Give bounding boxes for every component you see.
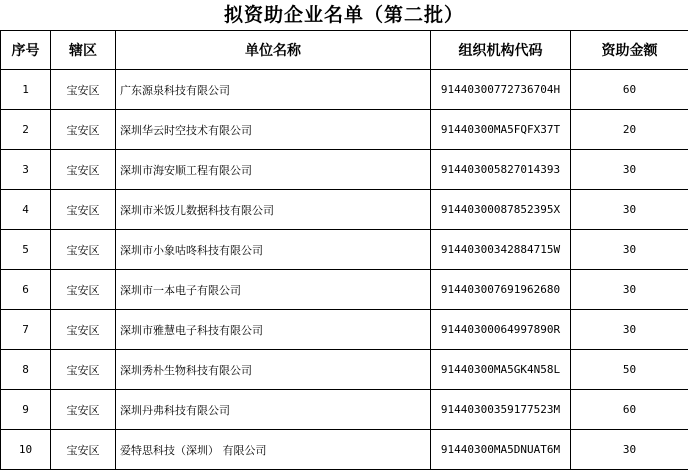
cell-no: 10: [1, 430, 51, 470]
table-row: [1, 190, 688, 230]
cell-amount: 30: [571, 150, 688, 190]
cell-org-code: 91440300064997890R: [431, 310, 571, 350]
cell-company-name: 深圳市雅慧电子科技有限公司: [116, 310, 431, 350]
cell-district: 宝安区: [51, 190, 116, 230]
cell-amount: 30: [571, 190, 688, 230]
cell-district: 宝安区: [51, 350, 116, 390]
cell-amount: 50: [571, 350, 688, 390]
cell-district: 宝安区: [51, 70, 116, 110]
cell-district: 宝安区: [51, 310, 116, 350]
cell-org-code: 91440300359177523M: [431, 390, 571, 430]
header-company-name: 单位名称: [116, 31, 431, 70]
cell-org-code: 914403005827014393: [431, 150, 571, 190]
header-district: 辖区: [51, 31, 116, 70]
cell-no: 5: [1, 230, 51, 270]
cell-no: 6: [1, 270, 51, 310]
cell-company-name: 深圳华云时空技术有限公司: [116, 110, 431, 150]
cell-org-code: 91440300MA5FQFX37T: [431, 110, 571, 150]
cell-district: 宝安区: [51, 390, 116, 430]
header-org-code: 组织机构代码: [431, 31, 571, 70]
cell-amount: 30: [571, 310, 688, 350]
table-row: [1, 70, 688, 110]
cell-amount: 30: [571, 230, 688, 270]
company-table: [0, 30, 688, 470]
cell-amount: 60: [571, 390, 688, 430]
cell-org-code: 91440300MA5GK4N58L: [431, 350, 571, 390]
cell-no: 2: [1, 110, 51, 150]
table-row: [1, 110, 688, 150]
table-row: [1, 270, 688, 310]
cell-company-name: 深圳市海安顺工程有限公司: [116, 150, 431, 190]
cell-org-code: 91440300772736704H: [431, 70, 571, 110]
cell-company-name: 爱特思科技（深圳） 有限公司: [116, 430, 431, 470]
header-amount: 资助金额: [571, 31, 688, 70]
cell-no: 4: [1, 190, 51, 230]
table-row: [1, 430, 688, 470]
cell-company-name: 深圳市米饭儿数据科技有限公司: [116, 190, 431, 230]
cell-amount: 60: [571, 70, 688, 110]
cell-district: 宝安区: [51, 150, 116, 190]
cell-amount: 20: [571, 110, 688, 150]
cell-no: 1: [1, 70, 51, 110]
cell-district: 宝安区: [51, 270, 116, 310]
cell-org-code: 914403007691962680: [431, 270, 571, 310]
table-header-row: [1, 31, 688, 70]
cell-org-code: 91440300342884715W: [431, 230, 571, 270]
cell-no: 8: [1, 350, 51, 390]
cell-amount: 30: [571, 270, 688, 310]
cell-company-name: 深圳市一本电子有限公司: [116, 270, 431, 310]
cell-company-name: 深圳秀朴生物科技有限公司: [116, 350, 431, 390]
table-row: [1, 350, 688, 390]
cell-district: 宝安区: [51, 230, 116, 270]
cell-district: 宝安区: [51, 110, 116, 150]
cell-district: 宝安区: [51, 430, 116, 470]
table-row: [1, 230, 688, 270]
cell-company-name: 广东源泉科技有限公司: [116, 70, 431, 110]
cell-org-code: 91440300087852395X: [431, 190, 571, 230]
cell-org-code: 91440300MA5DNUAT6M: [431, 430, 571, 470]
cell-no: 7: [1, 310, 51, 350]
cell-no: 9: [1, 390, 51, 430]
cell-company-name: 深圳市小象咕咚科技有限公司: [116, 230, 431, 270]
header-no: 序号: [1, 31, 51, 70]
table-row: [1, 150, 688, 190]
table-row: [1, 310, 688, 350]
cell-no: 3: [1, 150, 51, 190]
cell-amount: 30: [571, 430, 688, 470]
table-row: [1, 390, 688, 430]
document-title: 拟资助企业名单（第二批）: [223, 4, 464, 26]
cell-company-name: 深圳丹弗科技有限公司: [116, 390, 431, 430]
